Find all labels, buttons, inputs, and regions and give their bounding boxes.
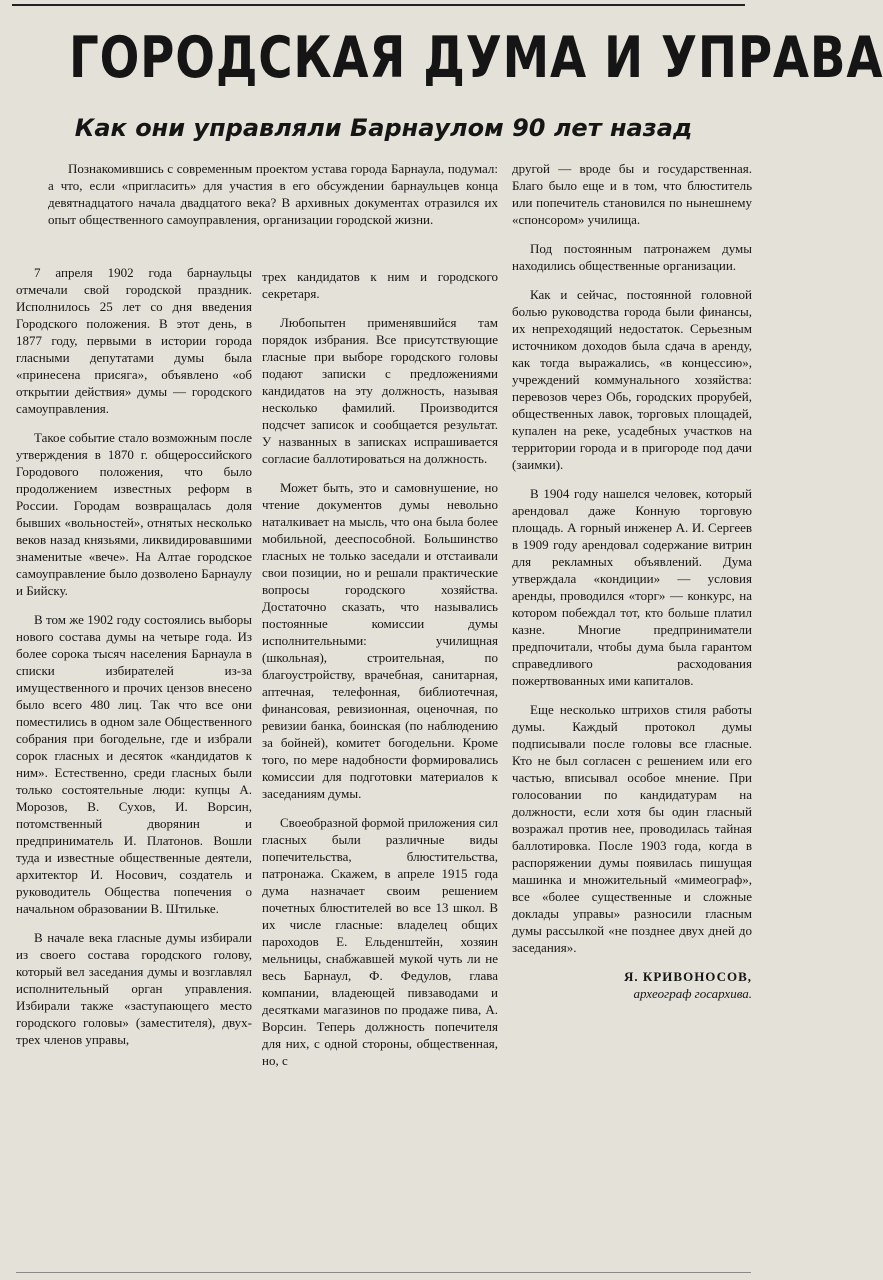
column3-paragraph: В 1904 году нашелся человек, который арендовал даже Конную торговую площадь. А горный инженер А. И. Сергеев в 1909 году арендовал содержание витрин для рекламных объявлений. Дума утверждала «кондиции» — условия аренды, проводился «торг» — конкурс, на котором побеждал тот, кто больше платил казне. Многие предприниматели предпочитали, чтобы дума была гарантом справедливого расходования пожертвованных ими капиталов.	[512, 486, 752, 688]
column3-paragraph: другой — вроде бы и государственная. Благо было еще и в том, что блюститель или попечитель становился по нынешнему «спонсором» училища.	[512, 161, 752, 227]
column3-paragraph: Под постоянным патронажем думы находились общественные организации.	[512, 241, 752, 273]
column1-paragraph: В начале века гласные думы избирали из своего состава городского голову, который вел заседания думы и возглавлял исполнительный орган управления. Избирали также «заступающего место городского головы» (заместителя), двух-трех членов управы,	[16, 930, 252, 1047]
column-3	[512, 160, 752, 1002]
column2-paragraph: Своеобразной формой приложения сил гласных были различные виды попечительства, блюстительства, патронажа. Скажем, в апреле 1915 года дума назначает своим решением почетных блюстителей во все 13 школ. В их числе гласные: владелец общих пароходов Е. Ельденштейн, хозяин мельницы, снабжавшей мукой чуть ли не весь Барнаул, Ф. Федулов, глава компании, владеющей пивзаводами и десятками магазинов по продаже пива, А. Ворсин. Теперь должность попечителя для них, с одной стороны, общественная, но, с	[262, 815, 498, 1068]
column1-paragraph: Такое событие стало возможным после утверждения в 1870 г. общероссийского Городового положения, что было продолжением известных реформ в России. Городам возвращалась доля бывших «вольностей», отнятых несколько веков назад князьями, ликвидировавшими знаменитые «вече». На Алтае городское самоуправление было дозволено Барнаулу и Бийску.	[16, 430, 252, 598]
column2-paragraph: трех кандидатов к ним и городского секретаря.	[262, 269, 498, 301]
author-name: Я. КРИВОНОСОВ,	[624, 969, 752, 984]
column-1	[16, 264, 252, 1060]
author-role: археограф госархива.	[633, 986, 752, 1001]
bottom-rule	[16, 1272, 751, 1273]
column1-paragraph: 7 апреля 1902 года барнаульцы отмечали свой городской праздник. Исполнилось 25 лет со дня введения Городского положения. В этот день, в 1877 году, первыми в истории города гласными депутатами думы была «принесена присяга», объявлено «об открытии действия» думы — городского самоуправления.	[16, 265, 252, 416]
column3-paragraph: Как и сейчас, постоянной головной болью руководства города были финансы, их непреходящий недостаток. Серьезным источником доходов была сдача в аренду, как тогда выражались, «в концессию», учреждений коммунального хозяйства: перевозов через Обь, городских прорубей, общественных лавок, торговых площадей, купален на реке, усадебных участков на территории города и в пригороде под дачи (заимки).	[512, 287, 752, 472]
column1-paragraph: В том же 1902 году состоялись выборы нового состава думы на четыре года. Из более сорока тысяч населения Барнаула в списки избирателей из-за имущественного и прочих цензов внесено было всего 480 лиц. Так что все они поместились в одном зале Общественного собрания при богодельне, где и избрали сорок гласных и десяток «кандидатов к ним». Естественно, среди гласных были только состоятельные люди: купцы А. Морозов, В. Сухов, И. Ворсин, потомственный дворянин и предприниматель И. Платонов. Вошли туда и известные общественные деятели, архитектор И. Носович, создатель и руководитель Общества попечения о начальном образовании В. Штильке.	[16, 612, 252, 916]
headline: ГОРОДСКАЯ ДУМА И УПРАВА	[69, 25, 883, 91]
top-rule	[12, 4, 745, 6]
author-signature	[512, 968, 752, 1002]
column-2	[262, 268, 498, 1081]
intro-paragraph: Познакомившись с современным проектом устава города Барнаула, подумал: а что, если «пригласить» для участия в его обсуждении барнаульцев конца девятнадцатого начала двадцатого века? В архивных документах отразился их опыт общественного самоуправления, организации городской жизни.	[48, 161, 498, 227]
column2-paragraph: Любопытен применявшийся там порядок избрания. Все присутствующие гласные при выборе городского головы подают записки с предложениями кандидатов на эту должность, называя несколько фамилий. Производится подсчет записок и сообщается результат. У названных в записках испрашивается согласие баллотироваться на должность.	[262, 315, 498, 466]
column2-paragraph: Может быть, это и самовнушение, но чтение документов думы невольно наталкивает на мысль, что она была более мобильной, дееспособной. Большинство гласных не только заседали и отстаивали свои позиции, но и решали практические вопросы городского хозяйства. Достаточно сказать, что назывались постоянные комиссии думы исполнительными: училищная (школьная), строительная, по благоустройству, врачебная, санитарная, аптечная, телефонная, библиотечная, финансовая, ревизионная, оценочная, по ревизии банка, боинская (по наблюдению за бойней), комитет богодельни. Кроме того, по мере надобности формировались комиссии для подготовки материалов к заседаниям думы.	[262, 480, 498, 801]
subheadline: Как они управляли Барнаулом 90 лет назад	[74, 114, 693, 142]
column3-paragraph: Еще несколько штрихов стиля работы думы. Каждый протокол думы подписывали после головы все гласные. Кто не был согласен с решением или его частью, вписывал особое мнение. При голосовании по кандидатурам на должности, если хотя бы один гласный возражал против нее, проводилась тайная баллотировка. После 1903 года, когда в распоряжении думы появилась пишущая машинка и множительный «мимеограф», все «более существенные и сложные доклады управы» разносили гласным думы рассылкой «не позднее двух дней до заседания».	[512, 702, 752, 955]
